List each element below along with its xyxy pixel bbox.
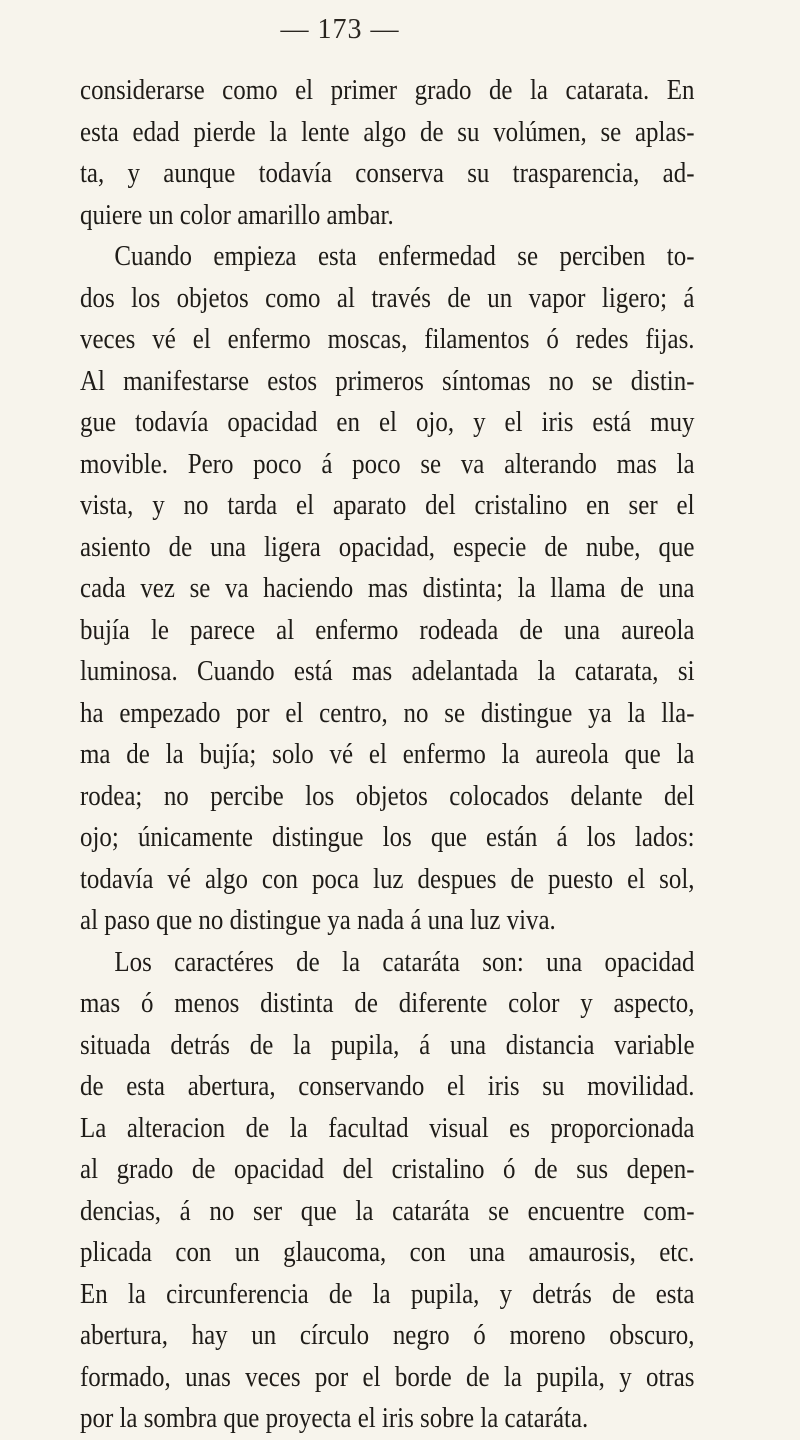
text-line: plicada con un glaucoma, con una amaurosis, etc. [80, 1236, 695, 1268]
text-line: todavía vé algo con poca luz despues de puesto el sol, [80, 862, 695, 895]
text-line: por la sombra que proyecta el iris sobre la cataráta. [80, 1402, 589, 1434]
page-number: — 173 — [280, 14, 400, 45]
text-line: rodea; no percibe los objetos colocados delante del [80, 779, 695, 812]
text-line: bujía le parece al enfermo rodeada de una aureola [80, 613, 695, 646]
text-line: al paso que no distingue ya nada á una luz viva. [80, 904, 556, 936]
text-line: ha empezado por el centro, no se distingue ya la lla- [80, 696, 695, 729]
text-line: asiento de una ligera opacidad, especie de nube, que [80, 530, 695, 563]
text-line: situada detrás de la pupila, á una distancia variable [80, 1028, 695, 1061]
text-line: quiere un color amarillo ambar. [80, 198, 394, 231]
text-line: de esta abertura, conservando el iris su movilidad. [80, 1070, 695, 1102]
text-line: dos los objetos como al través de un vapor ligero; á [80, 281, 695, 314]
text-line: mas ó menos distinta de diferente color y aspecto, [80, 987, 695, 1019]
text-line: veces vé el enfermo moscas, filamentos ó redes fijas. [80, 323, 695, 355]
text-line: luminosa. Cuando está mas adelantada la catarata, si [80, 655, 695, 687]
text-line: ta, y aunque todavía conserva su trasparencia, ad- [80, 157, 695, 189]
text-line: dencias, á no ser que la cataráta se encuentre com- [80, 1194, 695, 1227]
text-line: En la circunferencia de la pupila, y detrás de esta [80, 1277, 695, 1310]
text-line: abertura, hay un círculo negro ó moreno obscuro, [80, 1319, 695, 1351]
body-text [80, 70, 696, 1440]
text-line: formado, unas veces por el borde de la pupila, y otras [80, 1360, 695, 1393]
text-line: movible. Pero poco á poco se va alterando mas la [80, 447, 695, 480]
text-line: al grado de opacidad del cristalino ó de sus depen- [80, 1153, 695, 1185]
text-line: La alteracion de la facultad visual es proporcionada [80, 1111, 695, 1144]
text-line: esta edad pierde la lente algo de su volúmen, se aplas- [80, 115, 695, 148]
text-line: gue todavía opacidad en el ojo, y el iris está muy [80, 406, 695, 438]
text-line: cada vez se va haciendo mas distinta; la llama de una [80, 572, 695, 604]
text-line: ma de la bujía; solo vé el enfermo la aureola que la [80, 738, 695, 770]
text-line: Cuando empieza esta enfermedad se perciben to- [114, 240, 695, 272]
text-line: vista, y no tarda el aparato del cristalino en ser el [80, 489, 695, 521]
text-line: ojo; únicamente distingue los que están á los lados: [80, 821, 695, 853]
text-line: considerarse como el primer grado de la catarata. En [80, 74, 695, 106]
text-line: Los caractéres de la cataráta son: una opacidad [114, 945, 695, 978]
text-line: Al manifestarse estos primeros síntomas no se distin- [80, 364, 695, 397]
